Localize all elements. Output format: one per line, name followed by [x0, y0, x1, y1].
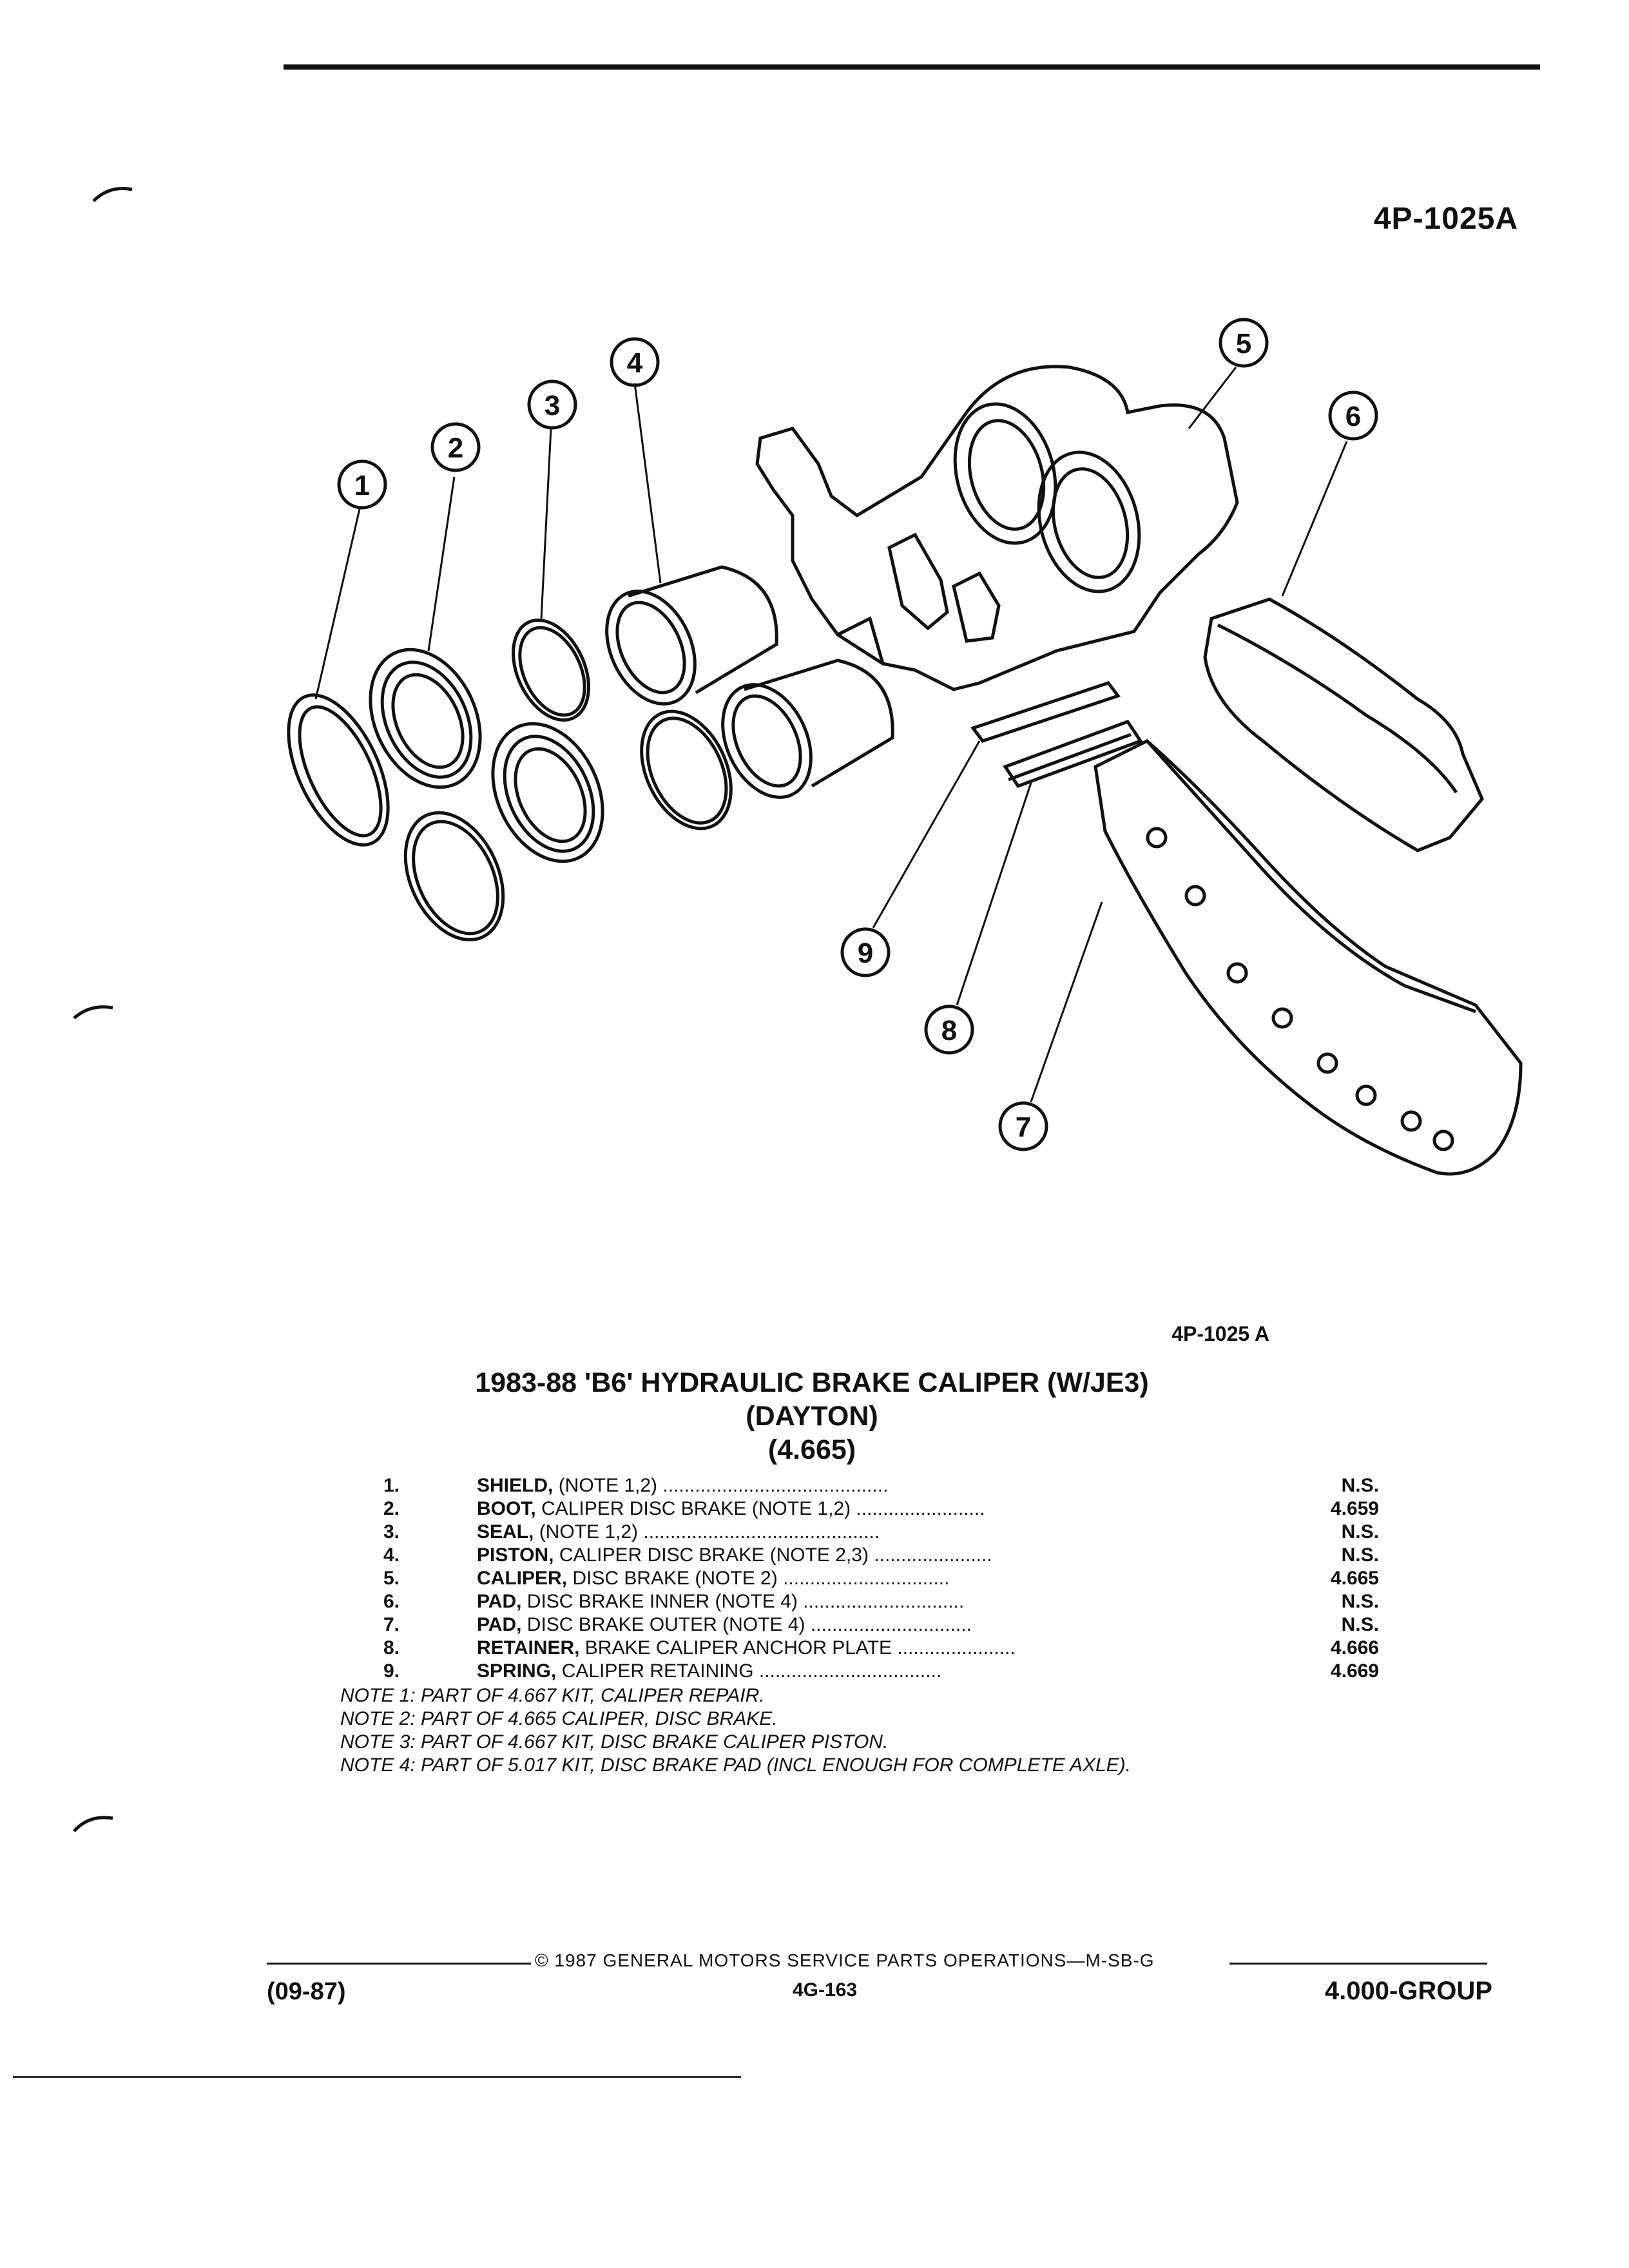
- part-detail: (NOTE 1,2) ..........................................: [553, 1475, 889, 1496]
- part-row: [335, 1590, 1379, 1613]
- part-value: N.S.: [1341, 1521, 1379, 1542]
- part-number: 9.: [383, 1660, 400, 1682]
- part-description: [477, 1521, 1276, 1544]
- part-description: [477, 1590, 1276, 1613]
- bottom-rule: [13, 2076, 741, 2078]
- footer-rule-right: [1229, 1963, 1487, 1965]
- part-name: SPRING,: [477, 1660, 557, 1682]
- part-number: 3.: [383, 1521, 400, 1542]
- part-name: BOOT,: [477, 1498, 536, 1519]
- seal-upper: [498, 608, 604, 733]
- brake-pad-inner: [1205, 599, 1482, 850]
- part-detail: CALIPER DISC BRAKE (NOTE 2,3) ......................: [554, 1544, 992, 1566]
- note-1: NOTE 1: PART OF 4.667 KIT, CALIPER REPAIR.: [340, 1685, 765, 1706]
- part-number: 2.: [383, 1498, 400, 1519]
- part-value: 4.666: [1330, 1637, 1379, 1658]
- part-value: 4.665: [1330, 1568, 1379, 1589]
- callout-7: 7: [1015, 1111, 1032, 1143]
- title-line-2: (DAYTON): [746, 1401, 878, 1432]
- part-value: 4.659: [1330, 1498, 1379, 1519]
- figure-label: 4P-1025 A: [1171, 1322, 1269, 1345]
- part-name: SHIELD,: [477, 1475, 554, 1496]
- group-label: 4.000-GROUP: [1324, 1977, 1492, 2005]
- note-2: NOTE 2: PART OF 4.665 CALIPER, DISC BRAKE.: [340, 1708, 778, 1729]
- part-description: [477, 1660, 1276, 1683]
- caliper-body: [757, 367, 1237, 689]
- part-value: N.S.: [1341, 1614, 1379, 1635]
- part-description: [477, 1637, 1276, 1660]
- part-detail: CALIPER RETAINING ..................................: [556, 1660, 942, 1682]
- part-name: PISTON,: [477, 1544, 554, 1566]
- part-value: 4.669: [1330, 1660, 1379, 1682]
- part-number: 6.: [383, 1591, 400, 1612]
- part-row: [335, 1567, 1379, 1590]
- title-line-1: 1983-88 'B6' HYDRAULIC BRAKE CALIPER (W/JE3): [475, 1367, 1149, 1398]
- part-description: [477, 1474, 1276, 1497]
- notes-block: [340, 1684, 1436, 1777]
- part-row: [335, 1660, 1379, 1683]
- callout-4: 4: [626, 347, 643, 379]
- note-4: NOTE 4: PART OF 5.017 KIT, DISC BRAKE PAD (INCL ENOUGH FOR COMPLETE AXLE).: [340, 1754, 1131, 1776]
- part-description: [477, 1613, 1276, 1637]
- part-description: [477, 1497, 1276, 1521]
- callout-2: 2: [447, 432, 464, 464]
- caliper-boot-upper: [349, 632, 501, 805]
- part-number: 8.: [383, 1637, 400, 1658]
- callout-5: 5: [1235, 328, 1252, 360]
- callout-1: 1: [354, 470, 371, 501]
- callout-circles: [339, 320, 1376, 1149]
- part-name: PAD,: [477, 1614, 522, 1635]
- part-description: [477, 1544, 1276, 1567]
- part-row: [335, 1544, 1379, 1567]
- part-detail: BRAKE CALIPER ANCHOR PLATE ......................: [579, 1637, 1016, 1658]
- part-number: 1.: [383, 1475, 400, 1496]
- note-3: NOTE 3: PART OF 4.667 KIT, DISC BRAKE CALIPER PISTON.: [340, 1731, 889, 1753]
- part-detail: CALIPER DISC BRAKE (NOTE 1,2) ........................: [535, 1498, 985, 1519]
- piston-lower: [624, 660, 892, 843]
- part-name: RETAINER,: [477, 1637, 580, 1658]
- part-name: PAD,: [477, 1591, 522, 1612]
- title-line-3: (4.665): [767, 1434, 856, 1465]
- part-description: [477, 1567, 1276, 1590]
- copyright-notice: © 1987 GENERAL MOTORS SERVICE PARTS OPERATIONS—M-SB-G: [535, 1950, 1155, 1970]
- brake-pad-outer: [1095, 741, 1521, 1174]
- part-name: SEAL,: [477, 1521, 534, 1542]
- part-number: 4.: [383, 1544, 400, 1566]
- seal-lower: [386, 797, 522, 956]
- part-detail: (NOTE 1,2) ............................................: [534, 1521, 880, 1542]
- part-detail: DISC BRAKE (NOTE 2) ...............................: [567, 1568, 950, 1589]
- binder-mark-bottom: [71, 1811, 116, 1836]
- part-value: N.S.: [1341, 1475, 1379, 1496]
- page-number: 4G-163: [792, 1979, 858, 2001]
- parts-list: [335, 1474, 1379, 1683]
- footer-rule-left: [267, 1963, 531, 1965]
- callout-9: 9: [857, 937, 874, 969]
- part-row: [335, 1474, 1379, 1497]
- part-row: [335, 1613, 1379, 1637]
- caliper-boot-lower: [472, 706, 624, 879]
- shield-ring: [268, 680, 409, 860]
- part-row: [335, 1497, 1379, 1521]
- part-value: N.S.: [1341, 1544, 1379, 1566]
- page-id: 4P-1025A: [1373, 202, 1518, 236]
- part-number: 5.: [383, 1568, 400, 1589]
- date-code: (09-87): [267, 1978, 346, 2005]
- callout-6: 6: [1345, 401, 1362, 432]
- part-row: [335, 1521, 1379, 1544]
- part-number: 7.: [383, 1614, 400, 1635]
- callout-8: 8: [941, 1015, 958, 1046]
- part-name: CALIPER,: [477, 1568, 568, 1589]
- callout-3: 3: [544, 390, 561, 421]
- part-row: [335, 1637, 1379, 1660]
- part-value: N.S.: [1341, 1591, 1379, 1612]
- part-detail: DISC BRAKE INNER (NOTE 4) ..............................: [521, 1591, 965, 1612]
- part-detail: DISC BRAKE OUTER (NOTE 4) ..............................: [521, 1614, 972, 1635]
